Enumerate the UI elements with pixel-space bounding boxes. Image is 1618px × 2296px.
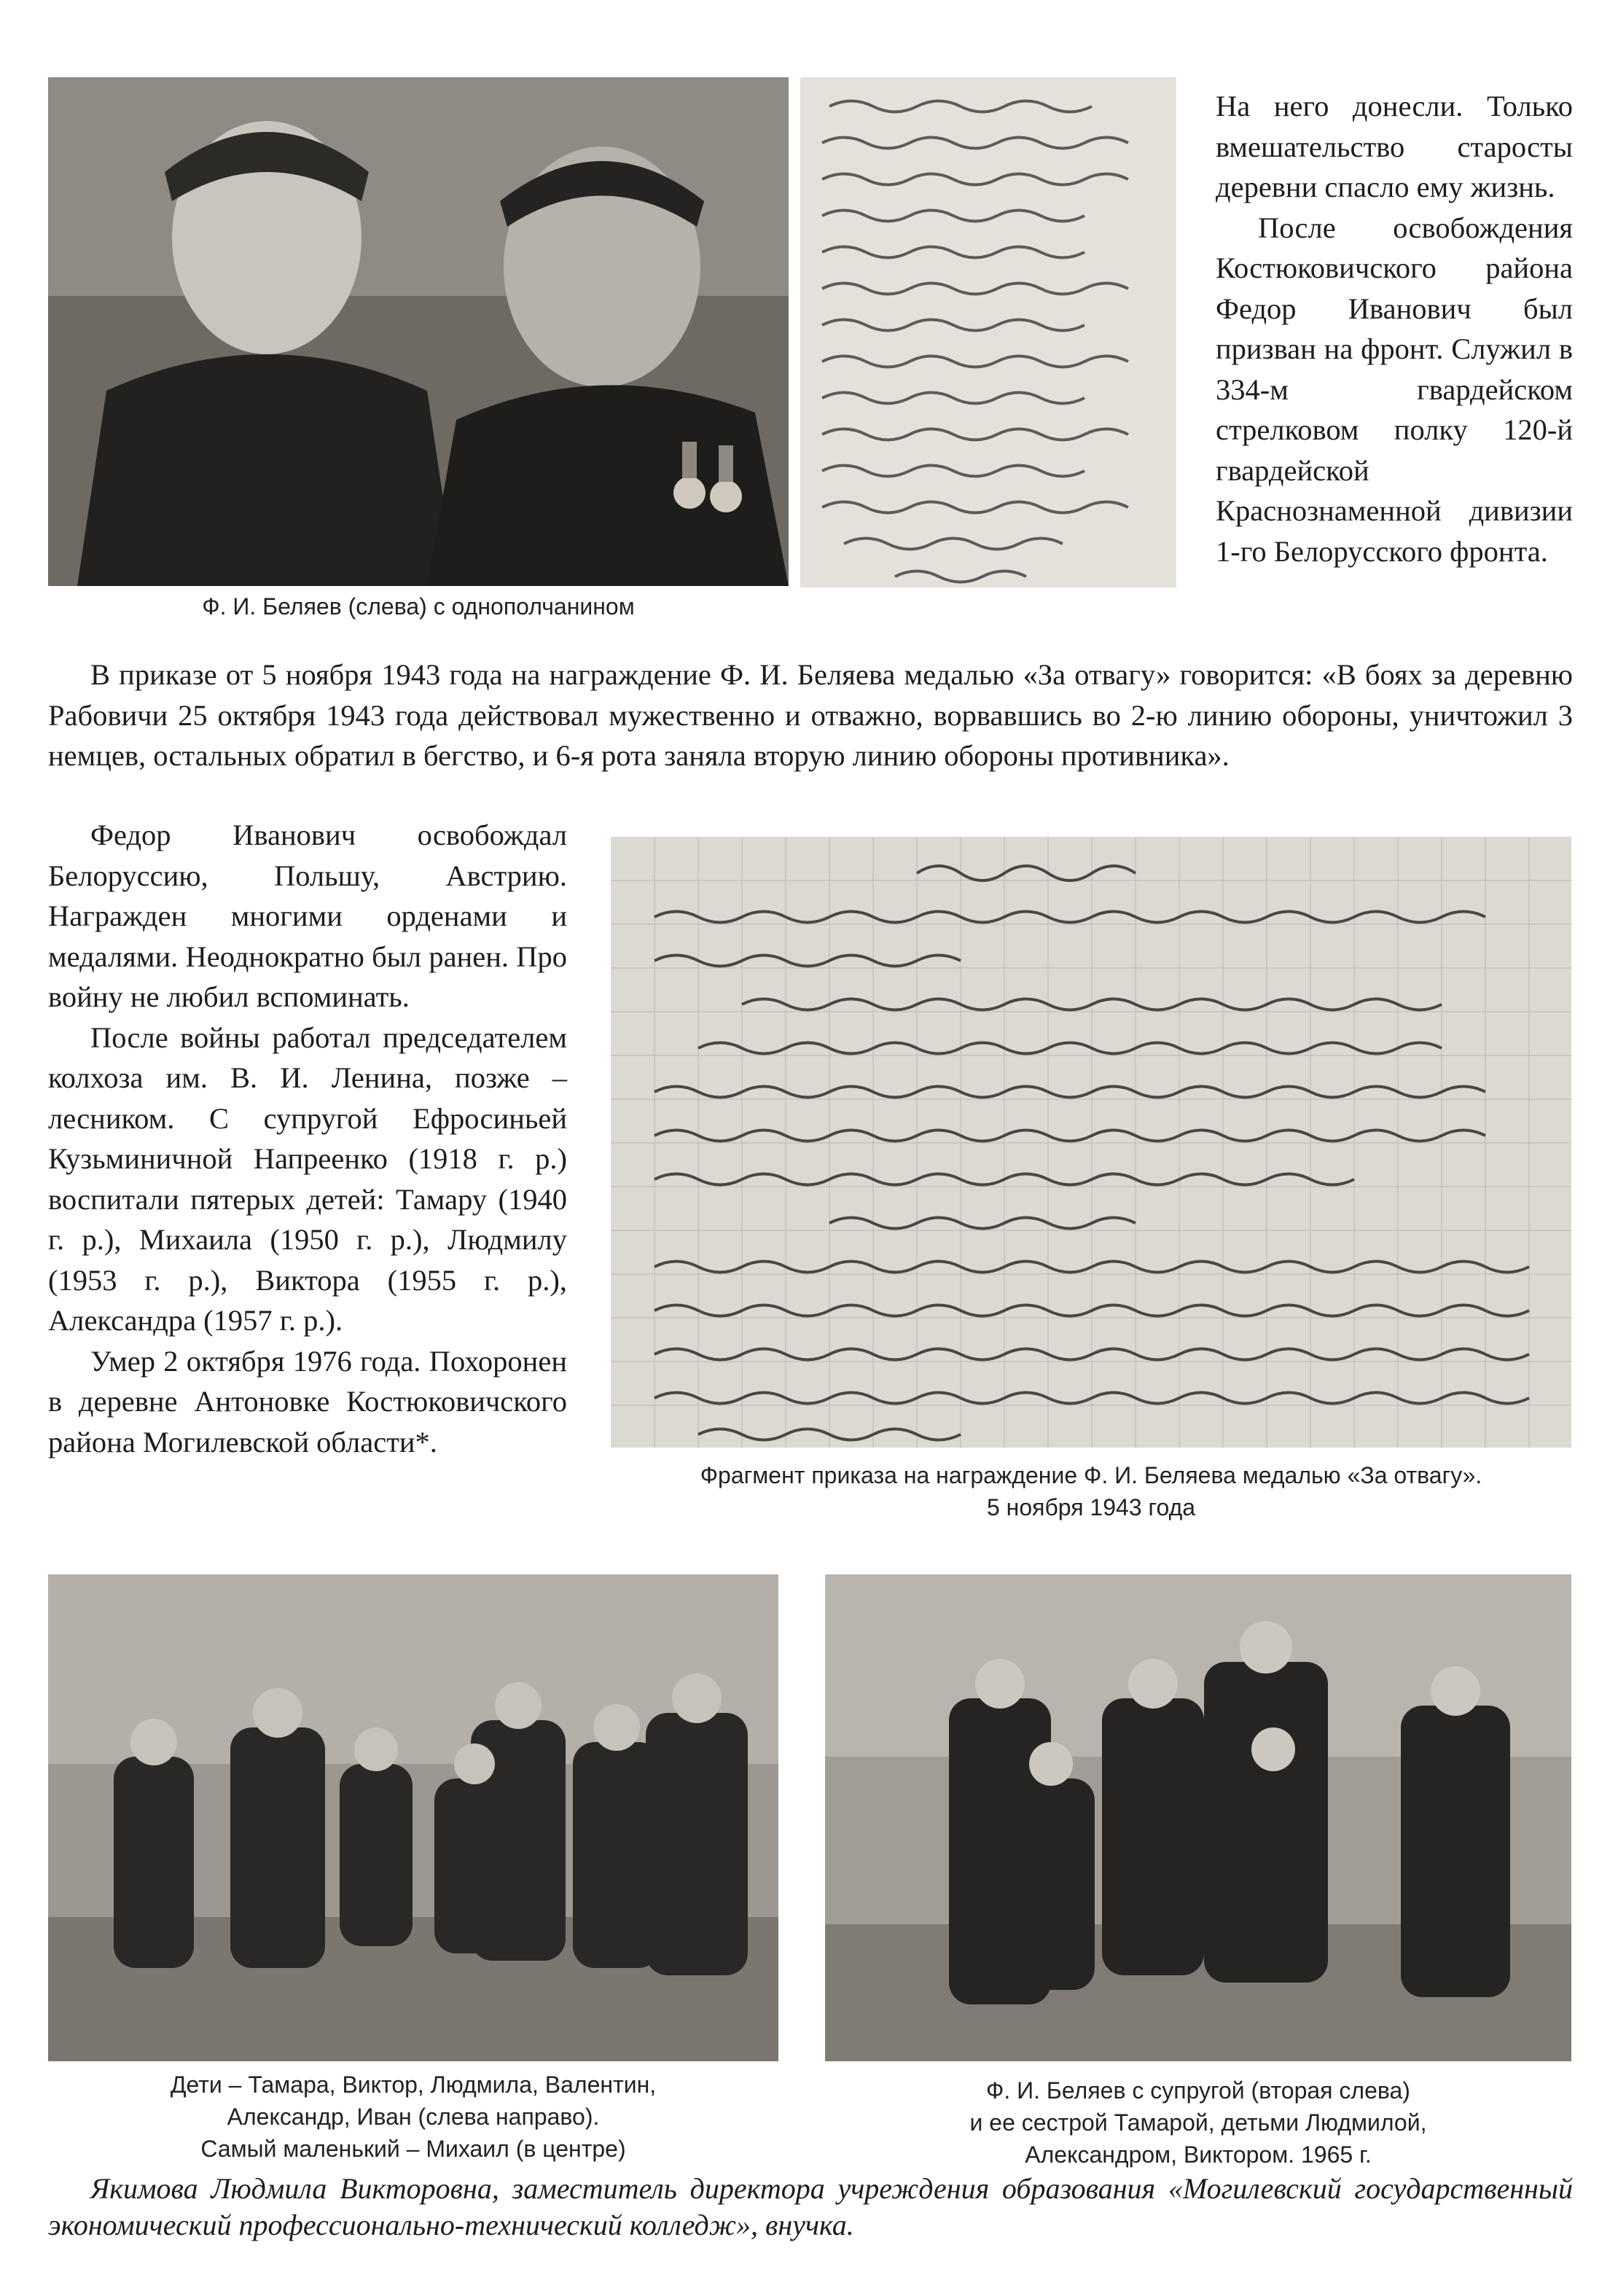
soldiers-photo [48,77,789,586]
right-paragraph-1: На него донесли. Только вмешательство старосты деревни спасло ему жизнь. [1216,90,1573,203]
soldiers-photo-caption: Ф. И. Беляев (слева) с однополчанином [202,593,635,620]
middle-paragraph-3: Умер 2 октября 1976 года. Похоронен в деревне Антоновке Костюковичского района Могилевской области*. [48,1344,567,1459]
family-photo [825,1574,1571,2061]
award-paragraph: В приказе от 5 ноября 1943 года на награждение Ф. И. Беляева медалью «За отвагу» говорится: «В боях за деревню Рабовичи 25 октября 1943 года действовал мужественно и отважно, ворвавшись во 2-ю линию обороны, уничтожил 3 немцев, остальных обратил в бегство, и 6-я рота заняла вторую линию обороны противника». [48,658,1573,772]
children-caption-line3: Самый маленький – Михаил (в центре) [200,2136,626,2162]
children-photo [48,1574,778,2061]
award-order-caption-line2: 5 ноября 1943 года [986,1494,1196,1520]
award-order-image [611,837,1571,1448]
author-credit: Якимова Людмила Викторовна, заместитель директора учреждения образования «Могилевский государственный экономический профессионально-технический колледж», внучка. [48,2172,1573,2241]
family-caption-line2: и ее сестрой Тамарой, детьми Людмилой, [969,2109,1427,2136]
family-photo-caption [825,2074,1571,2171]
right-column-text [1216,86,1573,571]
children-photo-caption [48,2069,778,2165]
middle-paragraph-1: Федор Иванович освобождал Белоруссию, Польшу, Австрию. Награжден многими орденами и медалями. Неоднократно был ранен. Про войну не любил вспоминать. [48,819,567,1013]
handwritten-note-image [800,77,1176,587]
right-paragraph-2: После освобождения Костюковичского района Федор Иванович был призван на фронт. Служил в 334-м гвардейском стрелковом полку 120-й гвардейской Краснознаменной дивизии 1-го Белорусского фронта. [1216,211,1573,568]
middle-left-text [48,815,567,1462]
award-order-caption [611,1459,1571,1523]
middle-paragraph-2: После войны работал председателем колхоза им. В. И. Ленина, позже – лесником. С супругой Ефросиньей Кузьминичной Напреенко (1918 г. р.) воспитали пятерых детей: Тамару (1940 г. р.), Михаила (1950 г. р.), Людмилу (1953 г. р.), Виктора (1955 г. р.), Александра (1957 г. р.). [48,1020,567,1337]
children-caption-line2: Александр, Иван (слева направо). [227,2104,600,2130]
family-caption-line1: Ф. И. Беляев с супругой (вторая слева) [986,2077,1410,2104]
children-caption-line1: Дети – Тамара, Виктор, Людмила, Валентин, [170,2072,657,2098]
award-order-caption-line1: Фрагмент приказа на награждение Ф. И. Беляева медалью «За отвагу». [700,1462,1482,1488]
family-caption-line3: Александром, Виктором. 1965 г. [1025,2141,1372,2168]
